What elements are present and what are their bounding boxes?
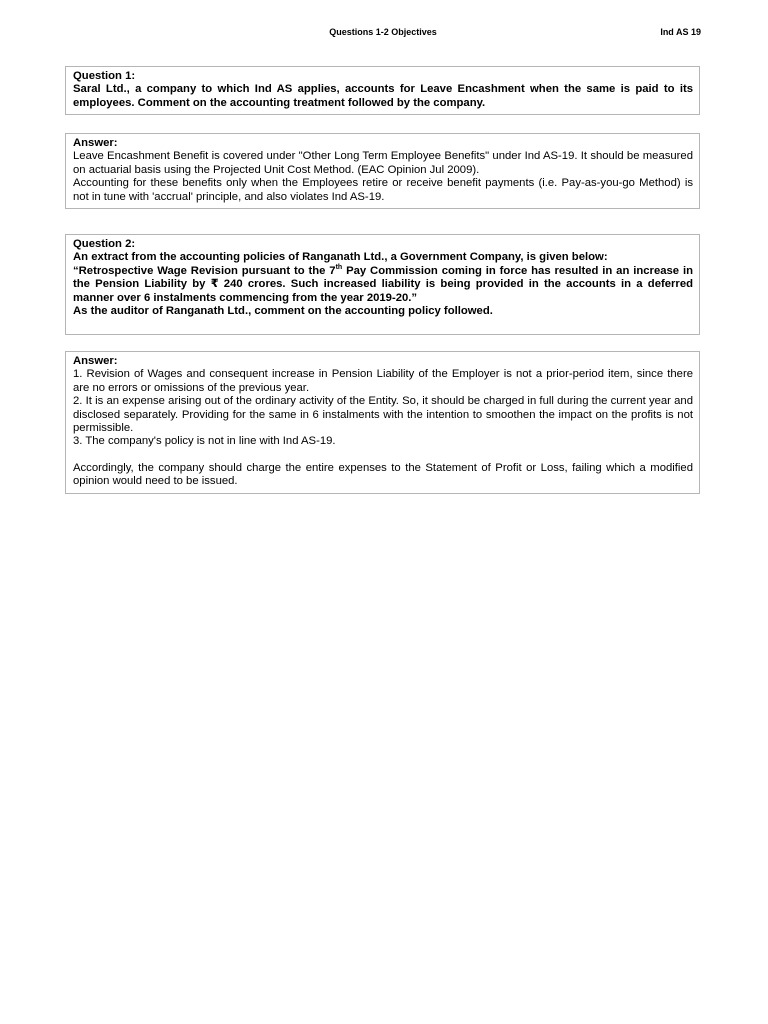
answer-1-paragraph-1: Leave Encashment Benefit is covered under "Other Long Term Employee Benefits" under Ind AS-19. It should be measured on actuarial basis using the Projected Unit Cost Method. (EAC Opinion Jul 2009). bbox=[73, 150, 693, 176]
paragraph-gap bbox=[73, 449, 693, 462]
question-2-quote bbox=[73, 265, 693, 305]
answer-2-box bbox=[65, 351, 700, 494]
question-1-text: Saral Ltd., a company to which Ind AS applies, accounts for Leave Encashment when the same is paid to its employees. Comment on the accounting treatment followed by the company. bbox=[73, 83, 693, 109]
question-2-intro: An extract from the accounting policies of Ranganath Ltd., a Government Company, is given below: bbox=[73, 251, 608, 264]
quote-part-2: Pay Commission coming in force has resulted in an increase in the Pension Liability by ₹ 240 crores. Such increased liability is being provided in the accounts in a deferred manner over 6 instalments commencing from the year 2019-20.” bbox=[73, 264, 693, 304]
quote-part-1: “Retrospective Wage Revision pursuant to the 7 bbox=[73, 264, 336, 277]
question-1-label: Question 1: bbox=[73, 70, 136, 82]
answer-2-point-3: 3. The company's policy is not in line with Ind AS-19. bbox=[73, 435, 336, 448]
question-2-box bbox=[65, 234, 700, 335]
answer-2-point-1: 1. Revision of Wages and consequent increase in Pension Liability of the Employer is not a prior-period item, since there are no errors or omissions of the previous year. bbox=[73, 368, 693, 394]
answer-2-conclusion: Accordingly, the company should charge the entire expenses to the Statement of Profit or Loss, failing which a modified opinion would need to be issued. bbox=[73, 461, 693, 488]
question-2-label: Question 2: bbox=[73, 238, 136, 250]
answer-1-paragraph-2: Accounting for these benefits only when the Employees retire or receive benefit payments (i.e. Pay-as-you-go Method) is not in tune with 'accrual' principle, and also violates Ind AS-19. bbox=[73, 177, 693, 203]
standard-label: Ind AS 19 bbox=[660, 27, 701, 37]
question-1-box bbox=[65, 66, 700, 115]
section-title: Questions 1-2 Objectives bbox=[329, 27, 437, 37]
answer-1-box bbox=[65, 133, 700, 209]
question-2-ask: As the auditor of Ranganath Ltd., comment on the accounting policy followed. bbox=[73, 305, 493, 318]
answer-2-point-2: 2. It is an expense arising out of the ordinary activity of the Entity. So, it should be charged in full during the current year and disclosed separately. Providing for the same in 6 instalments with the intention to smoothen the impact on the profits is not permissible. bbox=[73, 395, 693, 435]
answer-1-label: Answer: bbox=[73, 137, 118, 149]
running-header bbox=[0, 27, 768, 41]
answer-2-label: Answer: bbox=[73, 355, 118, 367]
quote-superscript: th bbox=[335, 264, 343, 272]
